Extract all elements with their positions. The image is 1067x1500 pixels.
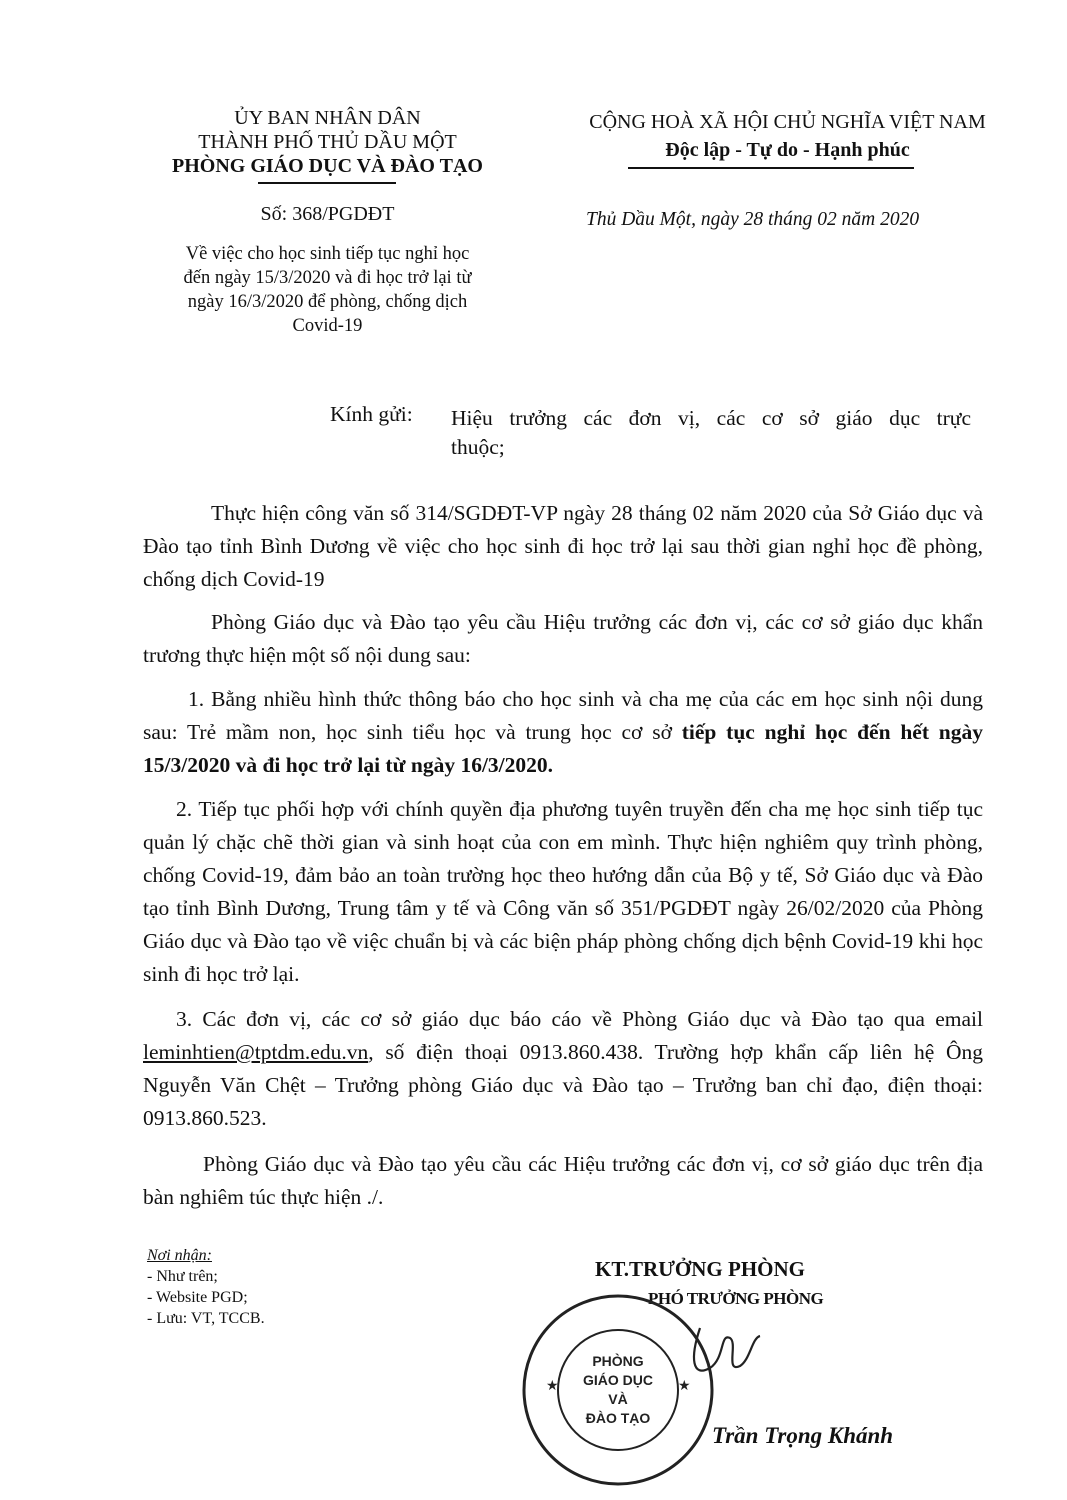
paragraph-2: Phòng Giáo dục và Đào tạo yêu cầu Hiệu trưởng các đơn vị, các cơ sở giáo dục khẩn trương thực hiện một số nội dung sau:	[143, 610, 983, 667]
recipients-title: Nơi nhận:	[147, 1247, 212, 1264]
recipients-item: - Website PGD;	[147, 1289, 248, 1306]
item-3-text-after: , số điện thoại 0913.860.438. Trường hợp khẩn cấp liên hệ Ông Nguyễn Văn Chệt – Trưởng phòng Giáo dục và Đào tạo – Trưởng ban chỉ đạo, điện thoại: 0913.860.523.	[143, 1040, 983, 1130]
stamp-line: ĐÀO TẠO	[585, 1410, 651, 1426]
item-2: 2. Tiếp tục phối hợp với chính quyền địa phương tuyên truyền đến cha mẹ học sinh tiếp tục quản lý chặc chẽ thời gian và sinh hoạt của con em mình. Thực hiện nghiêm quy trình phòng, chống Covid-19, đảm bảo an toàn trường học theo hướng dẫn của Bộ y tế, Sở Giáo dục và Đào tạo tỉnh Bình Dương, Trung tâm y tế và Công văn số 351/PGDĐT ngày 26/02/2020 của Phòng Giáo dục và Đào tạo về việc chuẩn bị và các biện pháp phòng chống dịch bệnh Covid-19 khi học sinh đi học trở lại.	[143, 797, 983, 986]
signature-subtitle: PHÓ TRƯỞNG PHÒNG	[648, 1289, 824, 1308]
recipients-list	[147, 1245, 265, 1329]
item-3-text: 3. Các đơn vị, các cơ sở giáo dục báo cáo về Phòng Giáo dục và Đào tạo qua email	[176, 1007, 983, 1031]
signature-title: KT.TRƯỞNG PHÒNG	[595, 1257, 805, 1281]
closing-paragraph: Phòng Giáo dục và Đào tạo yêu cầu các Hiệu trưởng các đơn vị, cơ sở giáo dục trên địa bàn nghiêm túc thực hiện ./.	[143, 1152, 983, 1209]
stamp-line: PHÒNG	[592, 1353, 644, 1369]
recipients-item: - Như trên;	[147, 1268, 218, 1285]
signature-scribble-icon	[680, 1318, 790, 1388]
email-link[interactable]: leminhtien@tptdm.edu.vn	[143, 1040, 369, 1064]
subject-line: ngày 16/3/2020 để phòng, chống dịch	[187, 292, 468, 312]
stamp-center	[558, 1352, 678, 1428]
document-number: Số: 368/PGDĐT	[260, 203, 395, 225]
agency-line-1: ỦY BAN NHÂN DÂN	[234, 107, 421, 129]
recipient-label: Kính gửi:	[330, 402, 413, 426]
recipient-text: Hiệu trưởng các đơn vị, các cơ sở giáo dục trực	[451, 406, 971, 430]
item-1-emphasis: tiếp tục nghỉ học đến hết ngày 15/3/2020 và đi học trở lại từ ngày 16/3/2020.	[143, 720, 983, 777]
svg-text:★: ★	[546, 1377, 559, 1393]
document-date: Thủ Dầu Một, ngày 28 tháng 02 năm 2020	[586, 209, 920, 230]
signer-name: Trần Trọng Khánh	[712, 1423, 894, 1448]
subject-line: Covid-19	[292, 316, 363, 336]
subject-line: đến ngày 15/3/2020 và đi học trở lại từ	[183, 268, 472, 288]
nation-line: CỘNG HOÀ XÃ HỘI CHỦ NGHĨA VIỆT NAM	[589, 111, 986, 133]
item-3	[143, 1003, 983, 1135]
header-left-rule	[258, 182, 396, 184]
subject-line: Về việc cho học sinh tiếp tục nghỉ học	[185, 244, 470, 264]
stamp-line: VÀ	[608, 1391, 628, 1407]
handwritten-signature	[680, 1318, 790, 1388]
agency-line-2: THÀNH PHỐ THỦ DẦU MỘT	[198, 131, 457, 153]
header-right	[550, 110, 1025, 162]
recipients-item: - Lưu: VT, TCCB.	[147, 1310, 265, 1327]
svg-text:★: ★	[678, 1377, 691, 1393]
agency-line-3: PHÒNG GIÁO DỤC VÀ ĐÀO TẠO	[172, 155, 483, 177]
stamp-line: GIÁO DỤC	[583, 1372, 653, 1388]
recipient-text-2: thuộc;	[451, 435, 505, 459]
paragraph-1: Thực hiện công văn số 314/SGDĐT-VP ngày 28 tháng 02 năm 2020 của Sở Giáo dục và Đào tạo tỉnh Bình Dương về việc cho học sinh đi học trở lại sau thời gian nghỉ học đề phòng, chống dịch Covid-19	[143, 501, 983, 591]
item-1-text: 1. Bằng nhiều hình thức thông báo cho học sinh và cha mẹ của các em học sinh nội dung sau: Trẻ mầm non, học sinh tiểu học và trung học cơ sở	[143, 687, 983, 744]
motto-line: Độc lập - Tự do - Hạnh phúc	[665, 139, 910, 161]
item-1	[143, 683, 983, 782]
subject-block	[125, 242, 530, 338]
header-right-rule	[628, 167, 914, 169]
header-left	[150, 106, 505, 178]
